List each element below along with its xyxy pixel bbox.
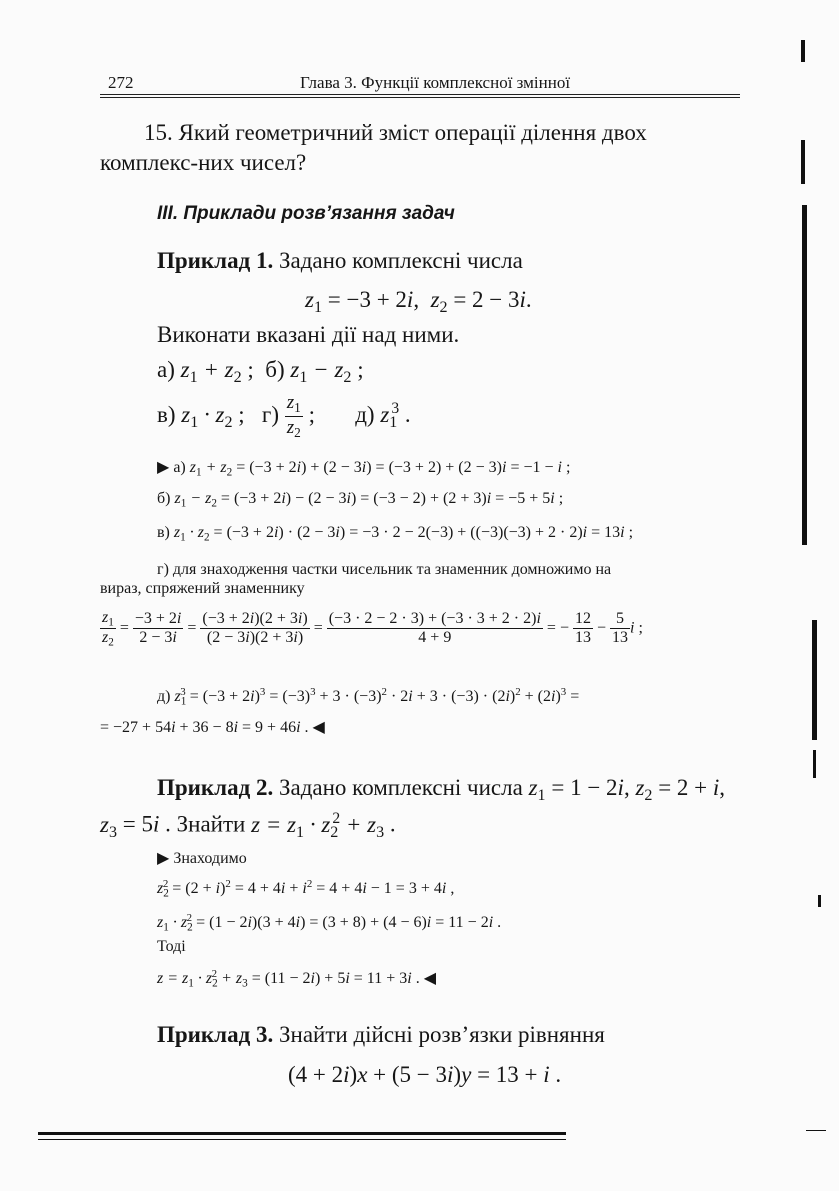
page-number: 272 [108,73,134,92]
solution-d-line1: д) $z_1^3 = (-3 + 2i)^3 = (-3)^3 + 3 \cdot (-3)^2 \cdot 2i + 3 \cdot (-3) \cdot (2i)^2 + (2i)^3$ = [157,686,580,708]
solution-v: в) $z_1 \cdot z_2 = (-3 + 2i) \cdot (2 - 3i) = -3 \cdot 2 - 2(-3) + ((-3)(-3) + 2 \cdot 2)i = 13i$ ; [157,524,634,544]
example-2-result: $z = z_1 \cdot z_2^2 + z_3 = (11 - 2i) + 5i = 11 + 3i$ . ◀ [157,968,436,990]
footer-rule [38,1132,566,1135]
example-1-intro: Задано комплексні числа [278,248,523,273]
example-2-line2: $z_3 = 5i$ . Знайти $z = z_1 \cdot z_2^2 + z_3$ . [100,810,396,841]
question-15: 15. Який геометричний зміст операції ділення двох комплекс-них чисел? [100,120,647,175]
triangle-right-icon: ▶ [157,850,170,867]
solution-word: Знаходимо [173,850,247,867]
example-1-numbers: $z_1 = -3 + 2i$, $z_2 = 2 - 3i$. [305,287,532,316]
solution-a: ▶ а) $z_1 + z_2 = (-3 + 2i) + (2 - 3i) = (-3 + 2) + (2 - 3)i = -1 - i$ ; [157,459,571,479]
running-title: Глава 3. Функції комплексної змінної [300,73,571,92]
scan-mark [813,750,816,778]
example-3-equation: (4 + 2i)x + (5 − 3i)y = 13 + i . [288,1062,562,1087]
example-2-title: Приклад 2. [157,775,274,800]
example-1-items-ab: а) $z_1 + z_2$ ; б) $z_1 - z_2$ ; [157,357,364,386]
example-2-intro: Задано комплексні числа [278,775,523,800]
solution-g-text: г) для знаходження частки чисельник та знаменник домножимо на [157,561,612,578]
example-2-then: Тоді [157,938,186,955]
solution-b: б) $z_1 - z_2 = (-3 + 2i) - (2 - 3i) = (-3 - 2) + (2 + 3)i = -5 + 5i$ ; [157,490,564,510]
section-title: III. Приклади розв’язання задач [157,203,455,224]
example-3-intro: Знайти дійсні розв’язки рівняння [278,1022,605,1047]
footer-rule [806,1130,826,1131]
scan-mark [801,140,805,184]
solution-g-text2: вираз, спряжений знаменнику [100,580,305,597]
example-2-calc1: $z_2^2 = (2 + i)^2 = 4 + 4i + i^2 = 4 + 4i - 1 = 3 + 4i$ , [157,878,455,900]
header-rule [100,94,740,95]
footer-rule [38,1139,566,1140]
example-2-line1: Приклад 2. Задано комплексні числа $z_1 = 1 - 2i$, $z_2 = 2 + i$, [157,775,726,804]
scan-mark [818,895,821,907]
triangle-right-icon: ▶ [157,459,170,476]
triangle-left-icon: ◀ [423,970,436,987]
example-1-title: Приклад 1. [157,248,274,273]
scan-mark [801,40,805,62]
scan-mark [802,205,807,545]
example-2-solution-start [157,848,247,868]
example-1-items-vgd: в) $z_1 \cdot z_2$ ; г) $\frac{z_1}{z_2}$ ; д) $z_1^3$ . [157,392,411,440]
example-2-calc2: $z_1 \cdot z_2^2 = (1 - 2i)(3 + 4i) = (3 + 8) + (4 - 6)i = 11 - 2i$ . [157,912,502,934]
example-1-heading [157,248,523,274]
triangle-left-icon: ◀ [312,719,325,736]
scan-mark [812,620,817,740]
example-2-find: Знайти [176,811,246,837]
example-3-title: Приклад 3. [157,1022,274,1047]
solution-g-formula: $\frac{z_1}{z_2}$ = $\frac{-3 + 2i}{2 - 3i}$ = $\frac{(-3 + 2i)(2 + 3i)}{(2 - 3i)(2 + 3i)}$ = $\frac{(-3 \cdot 2 - 2 \cdot 3) + (-3 \cdot 3 + 2 \cdot 2)i}{4 + 9}$ = − $\frac{12}{13}$ − $\frac{5}{13}$ i ; [102,609,643,649]
header-rule [100,97,740,98]
solution-d-line2: = −27 + 54i + 36 − 8i = 9 + 46i . ◀ [100,719,325,736]
example-1-task: Виконати вказані дії над ними. [157,322,460,347]
example-3-heading [157,1022,605,1048]
